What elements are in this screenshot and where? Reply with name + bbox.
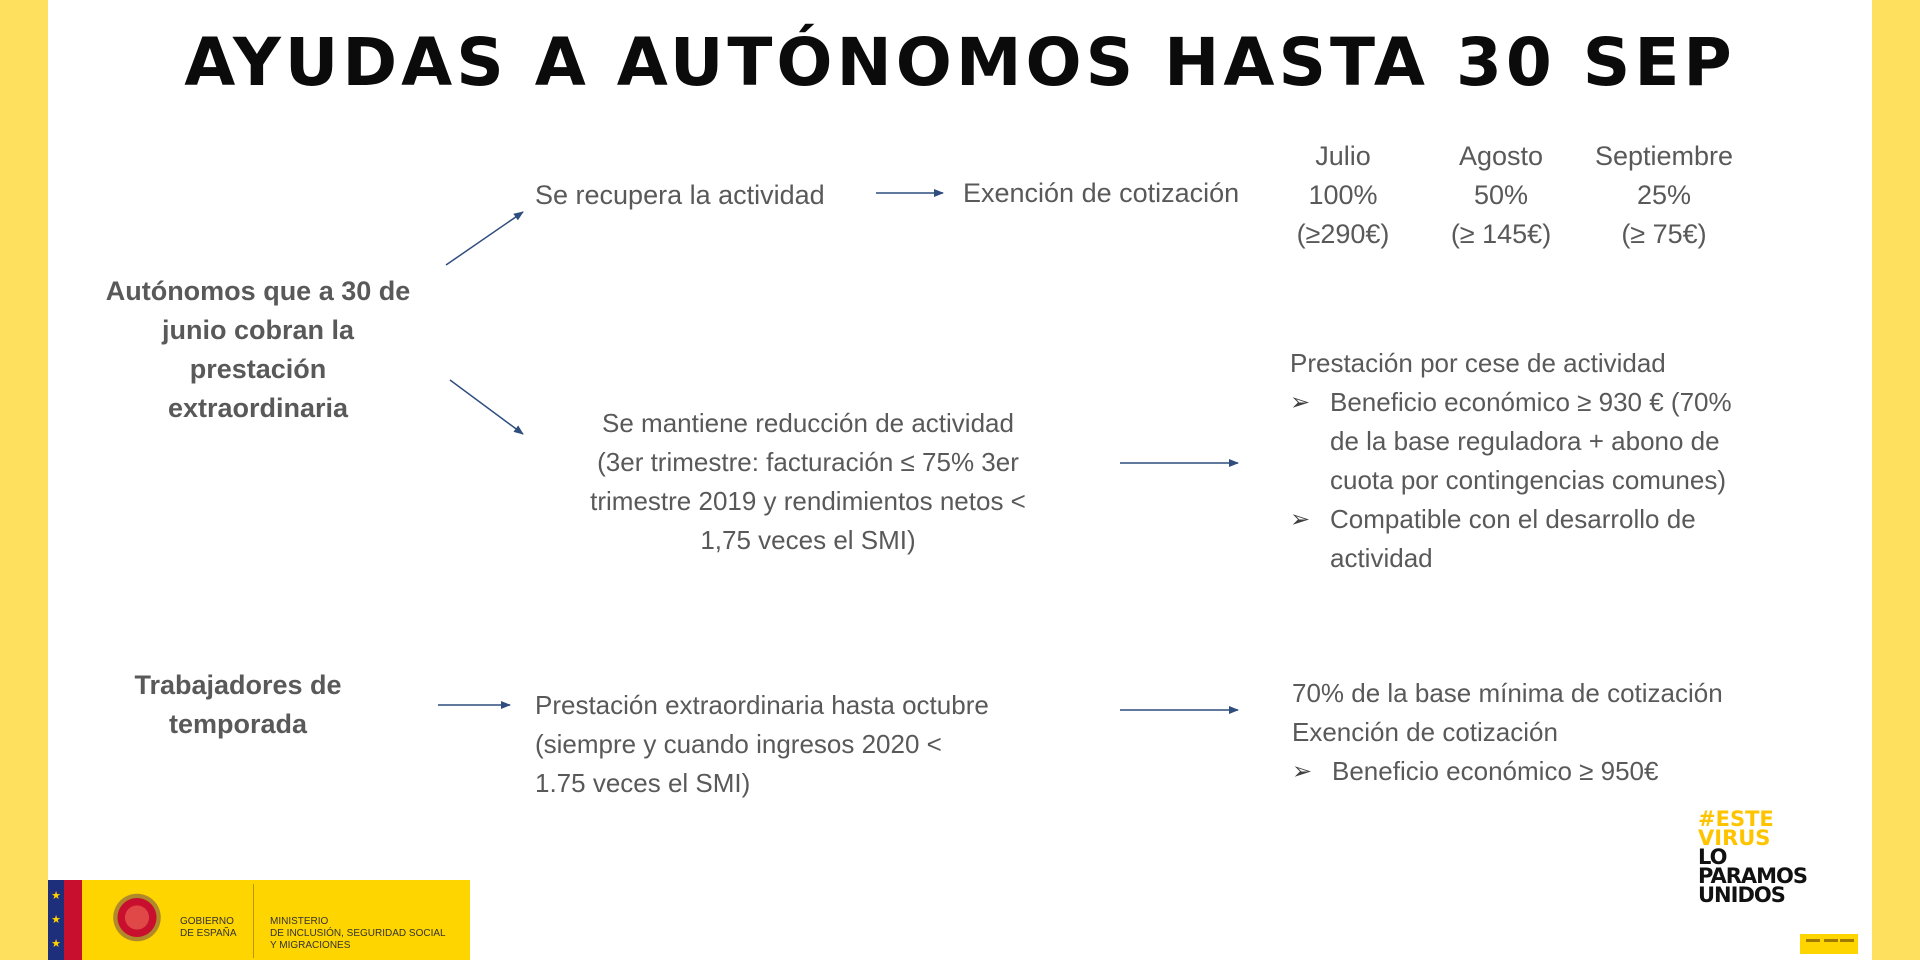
node-line: temporada	[168, 709, 308, 739]
bullet-line: Beneficio económico ≥ 930 € (70%	[1330, 387, 1732, 417]
month-amount: (≥ 145€)	[1450, 219, 1552, 249]
ministry-line: MINISTERIO	[270, 916, 329, 927]
node-autonomos	[78, 272, 438, 428]
node-line: extraordinaria	[167, 393, 349, 423]
campaign-line: VIRUS	[1698, 826, 1771, 850]
result-line: 70% de la base mínima de cotización	[1292, 678, 1723, 708]
gov-name-line: DE ESPAÑA	[180, 928, 237, 939]
benefit-bullet	[1290, 383, 1850, 500]
result-line: Exención de cotización	[1292, 717, 1558, 747]
campaign-logo	[1698, 807, 1868, 907]
month-label: Septiembre	[1594, 141, 1734, 171]
flag-icon: ★ ★ ★	[48, 880, 82, 960]
mini-government-logo	[1800, 934, 1858, 954]
node-trabajadores-temporada	[78, 666, 398, 744]
month-label: Julio	[1315, 141, 1371, 171]
coat-of-arms-icon	[100, 886, 174, 956]
month-percent: 25%	[1636, 180, 1692, 210]
ministry-name	[270, 916, 446, 952]
node-cese-benefit	[1290, 344, 1850, 578]
node-reduction-activity	[528, 404, 1088, 560]
node-line: trimestre 2019 y rendimientos netos <	[590, 486, 1026, 516]
bullet-line: actividad	[1330, 543, 1433, 573]
node-line: Se mantiene reducción de actividad	[602, 408, 1014, 438]
gov-name	[180, 916, 237, 940]
node-line: prestación	[189, 354, 327, 384]
node-line: junio cobran la	[161, 315, 355, 345]
slide	[48, 0, 1872, 960]
node-line: Trabajadores de	[134, 670, 342, 700]
node-recover-activity: Se recupera la actividad	[535, 180, 825, 210]
logo-divider	[253, 884, 254, 958]
arrow-bullet-icon: ➢	[1290, 389, 1311, 416]
benefit-title: Prestación por cese de actividad	[1290, 348, 1666, 378]
page-title: AYUDAS A AUTÓNOMOS HASTA 30 SEP	[184, 24, 1736, 101]
month-amount: (≥ 75€)	[1621, 219, 1707, 249]
arrow-bullet-icon: ➢	[1290, 506, 1311, 533]
campaign-line: #ESTE	[1698, 807, 1774, 831]
bullet-line: cuota por contingencias comunes)	[1330, 465, 1727, 495]
month-label: Agosto	[1458, 141, 1544, 171]
node-line: 1,75 veces el SMI)	[700, 525, 916, 555]
government-logo	[48, 880, 470, 960]
node-line: Prestación extraordinaria hasta octubre	[535, 690, 989, 720]
arrow-to-recover	[446, 212, 523, 265]
campaign-line: PARAMOS	[1698, 864, 1808, 888]
benefit-bullet	[1292, 752, 1852, 791]
month-amount: (≥290€)	[1296, 219, 1390, 249]
node-line: (siempre y cuando ingresos 2020 <	[535, 729, 942, 759]
month-percent: 100%	[1308, 180, 1378, 210]
campaign-line: UNIDOS	[1698, 883, 1785, 907]
arrow-bullet-icon: ➢	[1292, 758, 1313, 785]
bullet-line: Beneficio económico ≥ 950€	[1332, 756, 1659, 786]
ministry-line: Y MIGRACIONES	[270, 940, 351, 951]
node-seasonal-result	[1292, 674, 1852, 791]
bullet-line: de la base reguladora + abono de	[1330, 426, 1720, 456]
node-line: 1.75 veces el SMI)	[535, 768, 751, 798]
month-percent: 50%	[1473, 180, 1529, 210]
ministry-line: DE INCLUSIÓN, SEGURIDAD SOCIAL	[270, 928, 446, 939]
node-line: (3er trimestre: facturación ≤ 75% 3er	[597, 447, 1019, 477]
benefit-bullet	[1290, 500, 1850, 578]
node-seasonal-benefit	[535, 686, 1095, 803]
month-september	[1564, 137, 1764, 254]
gov-name-line: GOBIERNO	[180, 916, 234, 927]
campaign-line: LO	[1698, 845, 1727, 869]
node-contribution-exemption: Exención de cotización	[963, 178, 1240, 208]
bullet-line: Compatible con el desarrollo de	[1330, 504, 1696, 534]
arrow-to-reduction	[450, 380, 523, 434]
node-line: Autónomos que a 30 de	[105, 276, 411, 306]
